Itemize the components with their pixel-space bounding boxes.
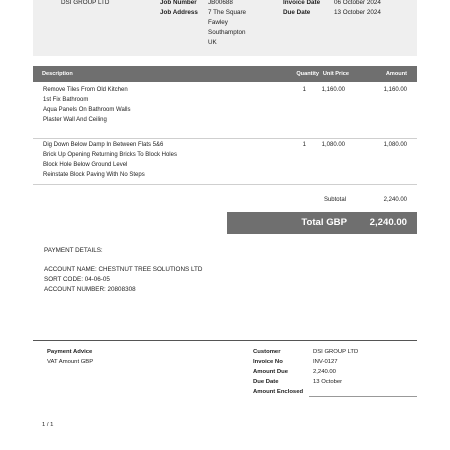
page-number: 1 / 1 <box>42 422 54 428</box>
row-divider <box>33 138 417 139</box>
total-label: Total GBP <box>301 217 347 228</box>
subtotal-value: 2,240.00 <box>383 197 407 203</box>
row-description-line: Aqua Panels On Bathroom Walls <box>43 107 131 113</box>
advice-invoice-no: INV-0127 <box>313 359 338 365</box>
job-number-label: Job Number <box>160 0 197 6</box>
row-description-line: Remove Tiles From Old Kitchen <box>43 87 128 93</box>
advice-due-date: 13 October <box>313 379 343 385</box>
row-quantity: 1 <box>302 142 306 148</box>
row-quantity: 1 <box>302 87 306 93</box>
column-description: Description <box>42 71 73 77</box>
advice-divider <box>33 340 417 341</box>
due-date-label: Due Date <box>283 9 311 16</box>
subtotal-label: Subtotal <box>323 197 346 203</box>
table-header <box>33 66 417 82</box>
sort-code: SORT CODE: 04-06-05 <box>44 276 110 283</box>
job-address-line-2: Fawley <box>208 19 228 26</box>
row-description-line: Brick Up Opening Returning Bricks To Block Holes <box>43 152 177 158</box>
job-address-label: Job Address <box>160 9 198 16</box>
account-number: ACCOUNT NUMBER: 20808308 <box>44 286 136 293</box>
customer-name: DSI GROUP LTD <box>61 0 110 6</box>
row-description-line: Reinstate Block Paving With No Steps <box>43 172 145 178</box>
payment-details-heading: PAYMENT DETAILS: <box>44 247 103 254</box>
row-amount: 1,160.00 <box>383 87 407 93</box>
account-name: ACCOUNT NAME: CHESTNUT TREE SOLUTIONS LTD <box>44 266 203 273</box>
advice-amount-enclosed-label: Amount Enclosed <box>253 389 304 395</box>
advice-customer-label: Customer <box>253 349 281 355</box>
advice-due-date-label: Due Date <box>253 379 279 385</box>
column-unit-price: Unit Price <box>322 71 349 77</box>
invoice-date-label: Invoice Date <box>283 0 321 6</box>
row-amount: 1,080.00 <box>383 142 407 148</box>
job-address-line-1: 7 The Square <box>208 9 247 16</box>
total-value: 2,240.00 <box>369 217 407 228</box>
amount-enclosed-line <box>309 396 417 397</box>
row-description-line: Block Hole Below Ground Level <box>43 162 128 168</box>
column-amount: Amount <box>385 71 407 77</box>
advice-amount-due: 2,240.00 <box>313 369 336 375</box>
job-address-line-4: UK <box>208 39 217 46</box>
row-description-line: Dig Down Below Damp In Between Flats 5&6 <box>43 142 164 148</box>
invoice-date: 06 October 2024 <box>334 0 381 6</box>
job-address-line-3: Southampton <box>208 29 246 36</box>
row-unit-price: 1,160.00 <box>321 87 345 93</box>
advice-customer: DSI GROUP LTD <box>313 349 359 355</box>
row-description-line: Plaster Wall And Ceiling <box>43 117 107 123</box>
row-divider <box>33 184 417 185</box>
column-quantity: Quantity <box>296 71 319 77</box>
total-bar <box>227 212 417 234</box>
vat-amount-label: VAT Amount GBP <box>47 359 94 365</box>
advice-amount-due-label: Amount Due <box>253 369 289 375</box>
row-unit-price: 1,080.00 <box>321 142 345 148</box>
due-date: 13 October 2024 <box>334 9 381 16</box>
payment-advice-title: Payment Advice <box>47 349 93 355</box>
job-number: JB00688 <box>208 0 233 6</box>
row-description-line: 1st Fix Bathroom <box>43 97 89 103</box>
advice-invoice-no-label: Invoice No <box>253 359 283 365</box>
